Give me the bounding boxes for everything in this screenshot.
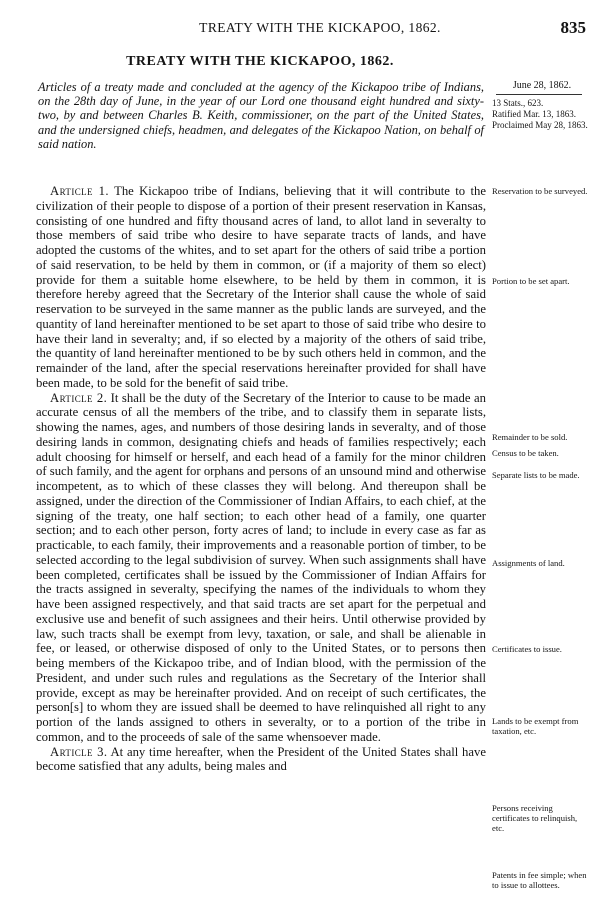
article-heading: Article 1. bbox=[50, 184, 109, 198]
preamble: Articles of a treaty made and concluded at the agency of the Kickapoo tribe of Indians, on the 28th day of June, in the year of our Lord one thousand eight hundred and sixty-two, by and between Charles B. Keith, commissioner, on the part of the United States, and the undersigned chiefs, headmen, and delegates of the Kickapoo Nation, on behalf of said nation. bbox=[38, 80, 484, 151]
statute-reference: 13 Stats., 623. bbox=[492, 98, 544, 108]
running-title: TREATY WITH THE KICKAPOO, 1862. bbox=[199, 20, 441, 35]
margin-note: Reservation to be surveyed. bbox=[492, 186, 588, 196]
margin-note: Certificates to issue. bbox=[492, 644, 562, 654]
page-header bbox=[0, 20, 600, 40]
margin-note: Census to be taken. bbox=[492, 448, 559, 458]
citation-divider bbox=[496, 94, 582, 95]
margin-note: Lands to be exempt from taxation, etc. bbox=[492, 716, 579, 736]
margin-note: Separate lists to be made. bbox=[492, 470, 580, 480]
margin-note: Persons receiving certificates to relinquish, etc. bbox=[492, 803, 578, 833]
article-text: It shall be the duty of the Secretary of the Interior to cause to be made an accurate census of all the members of the tribe, and to classify them in separate lists, showing the names, ages, and numbers of those desiring lands in severalty, and of those desiring lands in common, designating chiefs and heads of families respectively; each adult choosing for himself or herself, and each head of a family for the minor children of such family, and the agent for orphans and persons of an unsound mind and otherwise incompetent, as to which of these classes they will belong. And thereupon shall be assigned, under the direction of the Commissioner of Indian Affairs, to each chief, at the signing of the treaty, one half section; to each other head of a family, one quarter section; and to each other person, forty acres of land; to include in every case as far as practicable, to each family, their improvements and a reasonable portion of timber, to be selected according to the legal subdivision of survey. When such assignments shall have been completed, certificates shall be issued by the Commissioner of Indian Affairs for the tracts assigned in severalty, specifying the names of the individuals to whom they have been assigned respectively, and that said tracts are set apart for the perpetual and exclusive use and benefit of such assignees and their heirs. Until otherwise provided by law, such tracts shall be exempt from levy, taxation, or sale, and shall be alienable in fee, or leased, or otherwise disposed of only to the United States, or to persons then being members of the Kickapoo tribe, and of Indian blood, with the permission of the President, and under such rules and regulations as the Secretary of the Interior shall provide, except as may be hereinafter provided. And on receipt of such certificates, the person[s] to whom they are issued shall be deemed to have relinquished all right to any portion of the lands assigned to others in severalty, or to a portion of the tribe in common, and to the proceeds of sale of the same whensoever made. bbox=[36, 390, 487, 744]
treaty-date: June 28, 1862. bbox=[512, 80, 572, 91]
article-heading: Article 2. bbox=[50, 390, 108, 405]
treaty-title: TREATY WITH THE KICKAPOO, 1862. bbox=[126, 54, 394, 69]
article-1 bbox=[36, 184, 486, 391]
margin-note: Remainder to be sold. bbox=[492, 432, 568, 442]
margin-note: Portion to be set apart. bbox=[492, 276, 570, 286]
treaty-body bbox=[36, 184, 486, 774]
article-text: The Kickapoo tribe of Indians, believing that it will contribute to the civilization of their people to dispose of a portion of their present reservation in Kansas, consisting of one hundred and fifty thousand acres of land, to allot land in severalty to those members of said tribe who desire to have separate tracts of lands, and have adopted the customs of the whites, and to set apart for the others of said tribe a portion of said reservation, to be held by them in common, or (if a majority of them so elect) provide for them a suitable home elsewhere, to be held by them in common, it is therefore hereby agreed that the Secretary of the Interior shall cause the whole of said reservation to be surveyed in the same manner as the public lands are surveyed, and the quantity of land hereinafter mentioned to be set apart to those of said tribe who desire to have their land in severalty; and, if so elected by a majority of the others of said tribe, the quantity of land hereinafter mentioned to be by such others held in common, and the remainder of the land, after the special reservations hereinafter provided for shall have been made, to be sold for the benefit of said tribe. bbox=[36, 184, 486, 390]
article-text: At any time hereafter, when the President of the United States shall have become satisfied that any adults, being males and bbox=[36, 744, 486, 774]
margin-note: Patents in fee simple; when to issue to allottees. bbox=[492, 870, 587, 890]
article-3 bbox=[36, 745, 486, 775]
margin-note: Assignments of land. bbox=[492, 558, 565, 568]
side-citation bbox=[492, 80, 592, 131]
ratified-date: Ratified Mar. 13, 1863. bbox=[492, 109, 576, 119]
proclaimed-date: Proclaimed May 28, 1863. bbox=[492, 120, 588, 130]
article-heading: Article 3. bbox=[50, 744, 108, 759]
page-number: 835 bbox=[560, 18, 586, 37]
article-2 bbox=[36, 391, 486, 745]
